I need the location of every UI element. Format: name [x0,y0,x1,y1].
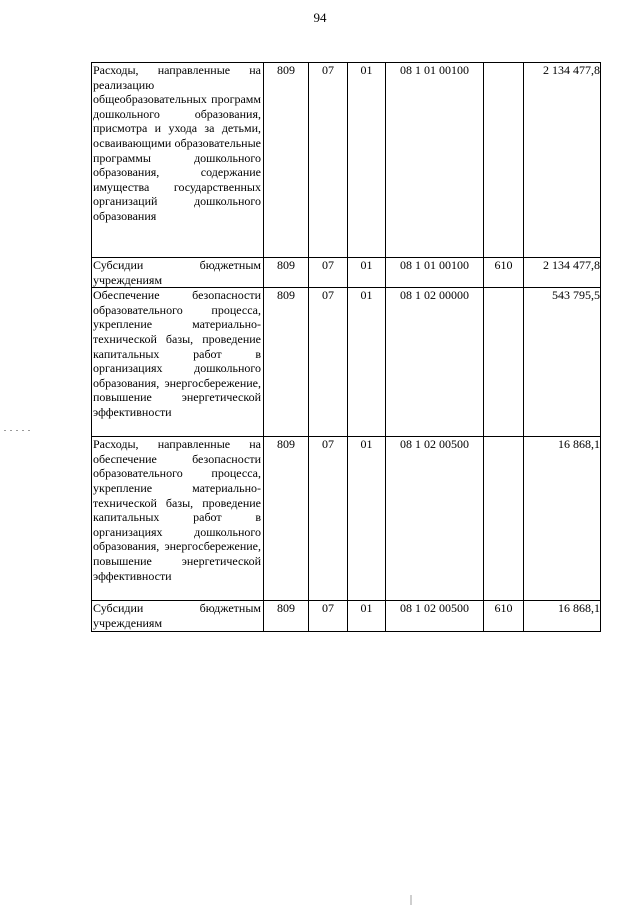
ministry-code-cell: 809 [264,601,309,632]
target-article-cell: 08 1 01 00100 [386,63,484,258]
amount-value: 16 868,1 [558,601,600,616]
table-row [92,437,601,601]
amount-cell [524,437,601,601]
budget-table [91,62,601,632]
table-row [92,63,601,258]
section-code-cell: 07 [309,437,348,601]
ministry-code-cell: 809 [264,437,309,601]
expense-type-cell: 610 [484,601,524,632]
subsection-code-cell: 01 [348,437,386,601]
scan-bottom-mark [410,895,412,905]
expense-type-cell: 610 [484,258,524,288]
expense-name-cell: Обеспечение безопасности образовательного процесса, укрепление материально-технической базы, проведение капитальных работ в организациях дошкольного образования, энергосбережение, повышение энергетической эффективности [92,288,264,437]
expense-name-cell: Расходы, направленные на реализацию общеобразовательных программ дошкольного образования, присмотра и ухода за детьми, осваивающими образовательные программы дошкольного образования, содержание имущества государственных организаций дошкольного образования [92,63,264,258]
expense-name-cell: Субсидии бюджетным учреждениям [92,601,264,632]
subsection-code-cell: 01 [348,288,386,437]
section-code-cell: 07 [309,258,348,288]
expense-name-cell: Расходы, направленные на обеспечение безопасности образовательного процесса, укрепление материально-технической базы, проведение капитальных работ в организациях дошкольного образования, энергосбережение, повышение энергетической эффективности [92,437,264,601]
section-code-cell: 07 [309,63,348,258]
target-article-cell: 08 1 02 00500 [386,437,484,601]
ministry-code-cell: 809 [264,63,309,258]
target-article-cell: 08 1 01 00100 [386,258,484,288]
subsection-code-cell: 01 [348,63,386,258]
table-row [92,288,601,437]
amount-value: 16 868,1 [558,437,600,452]
subsection-code-cell: 01 [348,258,386,288]
table-row [92,258,601,288]
scan-edge-mark [4,430,34,431]
amount-value: 2 134 477,8 [543,63,600,77]
table-row [92,601,601,632]
target-article-cell: 08 1 02 00500 [386,601,484,632]
amount-value: 543 795,5 [552,288,600,303]
amount-cell [524,63,601,258]
amount-cell [524,258,601,288]
expense-type-cell [484,288,524,437]
expense-name-cell: Субсидии бюджетным учреждениям [92,258,264,288]
amount-cell [524,601,601,632]
expense-type-cell [484,63,524,258]
section-code-cell: 07 [309,601,348,632]
amount-cell [524,288,601,437]
subsection-code-cell: 01 [348,601,386,632]
amount-value: 2 134 477,8 [543,258,600,272]
section-code-cell: 07 [309,288,348,437]
expense-type-cell [484,437,524,601]
ministry-code-cell: 809 [264,288,309,437]
target-article-cell: 08 1 02 00000 [386,288,484,437]
ministry-code-cell: 809 [264,258,309,288]
page-number: 94 [313,10,327,25]
